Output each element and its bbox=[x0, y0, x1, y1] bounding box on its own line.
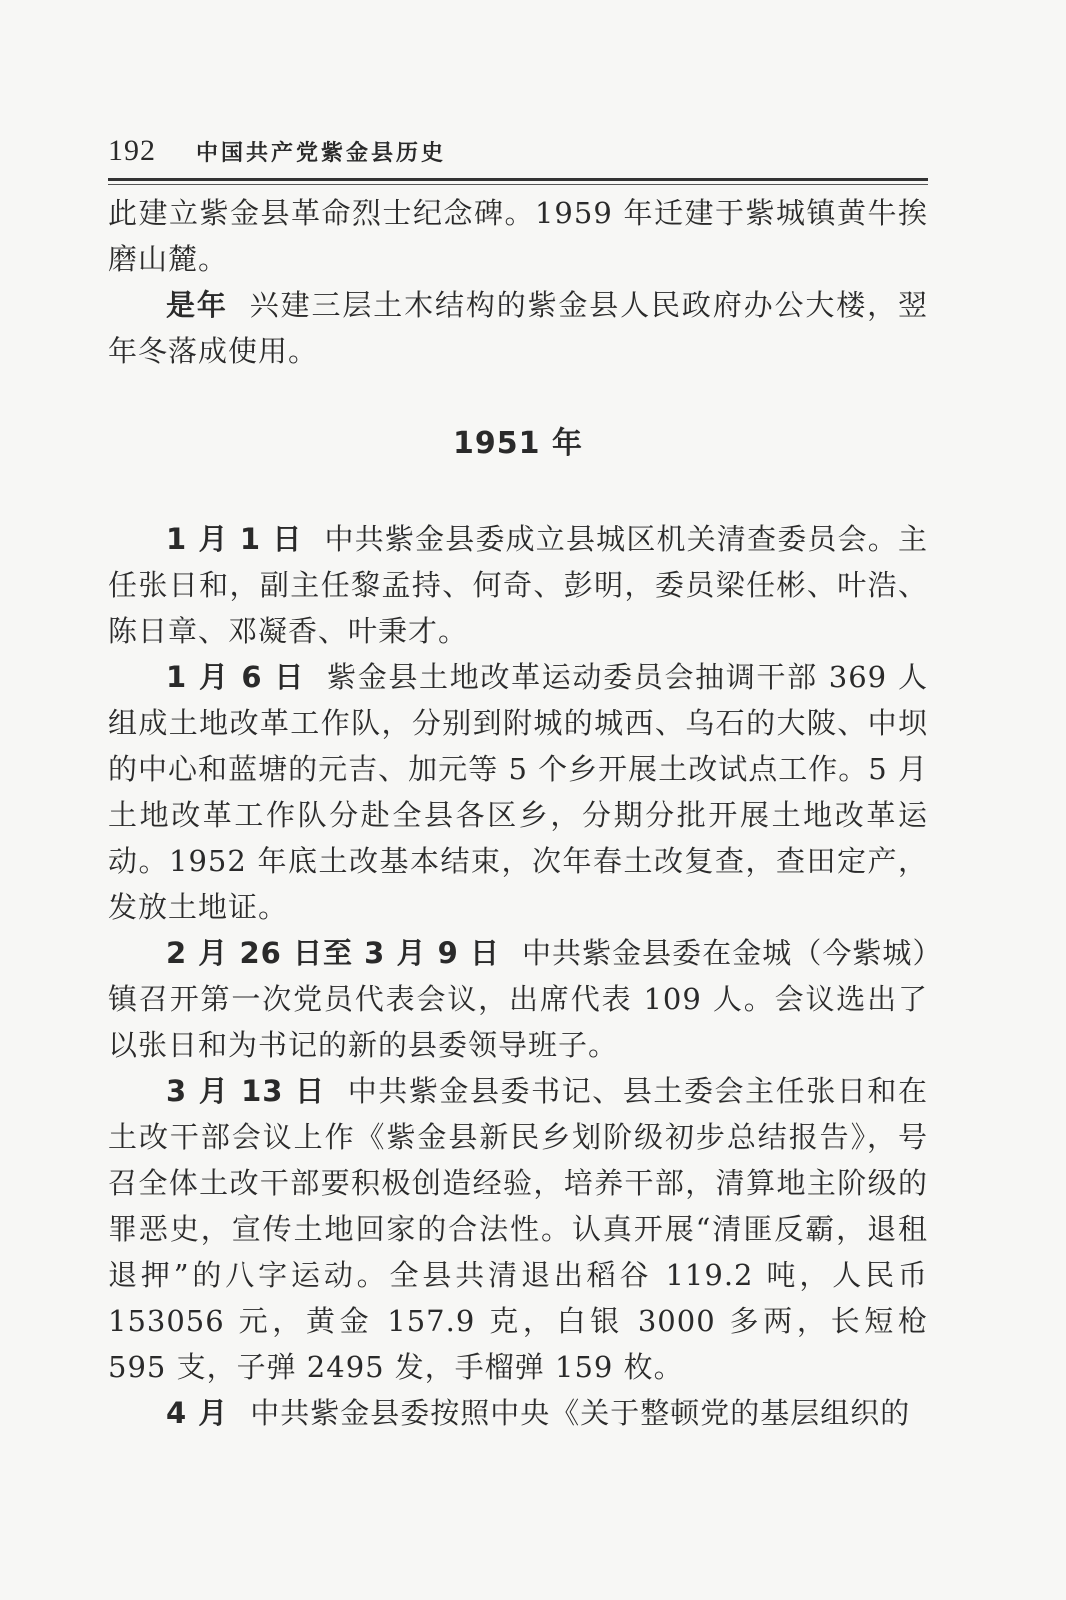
entry-date: 是年 bbox=[166, 288, 228, 322]
entry-mar-13 bbox=[108, 1068, 928, 1390]
paragraph-continuation bbox=[108, 190, 928, 282]
paragraph-this-year bbox=[108, 282, 928, 374]
entry-date: 1 月 6 日 bbox=[166, 660, 306, 694]
entry-date: 3 月 13 日 bbox=[166, 1074, 326, 1108]
book-page bbox=[108, 0, 928, 1600]
running-title: 中国共产党紫金县历史 bbox=[196, 140, 447, 166]
page-body bbox=[108, 190, 928, 1436]
page-number: 192 bbox=[108, 134, 156, 167]
entry-text: 紫金县土地改革运动委员会抽调干部 369 人组成土地改革工作队，分别到附城的城西、乌石的大陂、中坝的中心和蓝塘的元吉、加元等 5 个乡开展土改试点工作。5 月土地改革工作队分赴全县各区乡，分期分批开展土地改革运动。1952 年底土改基本结束，次年春土改复查，查田定产，发放土地证。 bbox=[108, 660, 928, 924]
header-rule-thin bbox=[108, 184, 928, 185]
page-header bbox=[108, 128, 928, 172]
entry-april bbox=[108, 1390, 928, 1436]
paragraph-text: 此建立紫金县革命烈士纪念碑。1959 年迁建于紫城镇黄牛挨磨山麓。 bbox=[108, 196, 928, 276]
entry-text: 中共紫金县委按照中央《关于整顿党的基层组织的 bbox=[250, 1396, 911, 1430]
header-rule-thick bbox=[108, 178, 928, 181]
entry-jan-6 bbox=[108, 654, 928, 930]
paragraph-text: 兴建三层土木结构的紫金县人民政府办公大楼，翌年冬落成使用。 bbox=[108, 288, 928, 368]
entry-feb-26 bbox=[108, 930, 928, 1068]
year-heading: 1951 年 bbox=[453, 426, 583, 461]
entry-date: 1 月 1 日 bbox=[166, 522, 303, 556]
entry-date: 2 月 26 日至 3 月 9 日 bbox=[166, 936, 500, 970]
entry-text: 中共紫金县委在金城（今紫城）镇召开第一次党员代表会议，出席代表 109 人。会议选出了以张日和为书记的新的县委领导班子。 bbox=[108, 936, 928, 1062]
entry-jan-1 bbox=[108, 516, 928, 654]
entry-text: 中共紫金县委成立县城区机关清查委员会。主任张日和，副主任黎孟持、何奇、彭明，委员梁任彬、叶浩、陈日章、邓凝香、叶秉才。 bbox=[108, 522, 928, 648]
entry-text: 中共紫金县委书记、县土委会主任张日和在土改干部会议上作《紫金县新民乡划阶级初步总结报告》，号召全体土改干部要积极创造经验，培养干部，清算地主阶级的罪恶史，宣传土地回家的合法性。认真开展“清匪反霸，退租退押”的八字运动。全县共清退出稻谷 119.2 吨，人民币 153056 元，黄金 157.9 克，白银 3000 多两，长短枪 595 支，子弹 2495 发，手榴弹 159 枚。 bbox=[108, 1074, 928, 1384]
entry-date: 4 月 bbox=[166, 1396, 229, 1430]
